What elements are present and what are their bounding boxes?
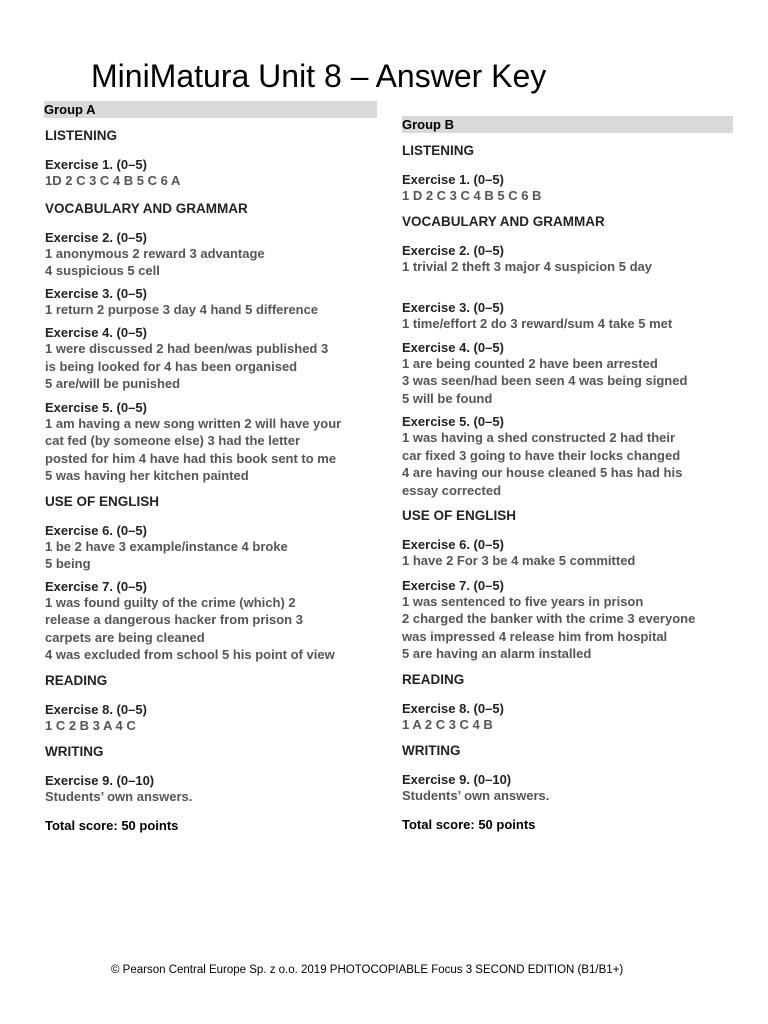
exercise-1 (45, 157, 377, 190)
exercise-9 (402, 772, 733, 805)
exercise-6 (402, 537, 733, 570)
answer-line: carpets are being cleaned (45, 629, 205, 645)
answer-line: 5 are/will be punished (45, 376, 181, 391)
exercise-answers (402, 187, 733, 205)
exercise-4 (45, 325, 377, 393)
answer-line: 1 was found guilty of the crime (which) 2 (45, 594, 296, 610)
exercise-answers (45, 340, 377, 393)
exercise-answers (45, 717, 377, 735)
exercise-2 (402, 243, 733, 276)
answer-line: Students’ own answers. (45, 789, 193, 804)
section-listening: LISTENING (402, 143, 475, 158)
answer-line: 1 are being counted 2 have been arrested (402, 355, 658, 371)
exercise-title: Exercise 3. (0–5) (402, 300, 504, 315)
exercise-answers (45, 594, 377, 664)
answer-line: 1 have 2 For 3 be 4 make 5 committed (402, 553, 636, 568)
answer-line: 1 were discussed 2 had been/was published 3 (45, 341, 329, 356)
exercise-2 (45, 230, 377, 280)
exercise-title: Exercise 3. (0–5) (45, 285, 147, 301)
exercise-answers (402, 258, 733, 276)
exercise-answers (45, 172, 377, 190)
exercise-1 (402, 172, 733, 205)
exercise-answers (402, 552, 733, 570)
answer-line: 1 was sentenced to five years in prison (402, 593, 644, 609)
exercise-8 (45, 702, 377, 735)
answer-line: 1 time/effort 2 do 3 reward/sum 4 take 5 met (402, 316, 673, 331)
group-b-header: Group B (402, 116, 733, 133)
exercise-title: Exercise 8. (0–5) (45, 701, 147, 717)
answer-line: 5 was having her kitchen painted (45, 468, 249, 483)
exercise-8 (402, 701, 733, 734)
copyright-footer: © Pearson Central Europe Sp. z o.o. 2019 PHOTOCOPIABLE Focus 3 SECOND EDITION (B1/B1+) (111, 964, 624, 976)
exercise-answers (402, 787, 733, 805)
answer-line: 1 was having a shed constructed 2 had their (402, 430, 676, 445)
exercise-title: Exercise 9. (0–10) (402, 772, 512, 787)
answer-line: is being looked for 4 has been organised (45, 358, 298, 374)
exercise-title: Exercise 2. (0–5) (45, 229, 147, 245)
answer-line: 1 C 2 B 3 A 4 C (45, 717, 136, 733)
answer-line: 4 are having our house cleaned 5 has had his (402, 465, 683, 480)
exercise-title: Exercise 2. (0–5) (402, 242, 504, 258)
page-title: MiniMatura Unit 8 – Answer Key (91, 58, 547, 94)
exercise-title: Exercise 5. (0–5) (45, 399, 147, 415)
exercise-5 (402, 414, 733, 499)
group-a-header: Group A (44, 101, 377, 118)
exercise-answers (402, 355, 733, 408)
section-use-of-english: USE OF ENGLISH (402, 508, 517, 523)
exercise-6 (45, 523, 377, 573)
exercise-answers (402, 429, 733, 499)
exercise-answers (402, 716, 733, 734)
answer-line: 5 being (45, 556, 91, 571)
section-use-of-english: USE OF ENGLISH (45, 493, 160, 509)
exercise-3 (45, 286, 377, 319)
exercise-title: Exercise 7. (0–5) (45, 578, 147, 594)
exercise-answers (45, 415, 377, 485)
exercise-5 (45, 400, 377, 485)
exercise-answers (45, 788, 377, 806)
group-a-column (45, 101, 377, 834)
answer-line: posted for him 4 have had this book sent to me (45, 450, 337, 466)
exercise-title: Exercise 4. (0–5) (402, 339, 504, 355)
exercise-answers (45, 538, 377, 573)
answer-line: 5 will be found (402, 390, 493, 406)
exercise-title: Exercise 8. (0–5) (402, 700, 504, 716)
answer-line: 4 suspicious 5 cell (45, 263, 160, 278)
answer-line: car fixed 3 going to have their locks changed (402, 447, 681, 463)
answer-line: 1 am having a new song written 2 will have your (45, 415, 342, 431)
exercise-title: Exercise 1. (0–5) (45, 157, 147, 172)
answer-line: Students’ own answers. (402, 788, 550, 803)
section-vocabulary-grammar: VOCABULARY AND GRAMMAR (45, 200, 248, 216)
exercise-title: Exercise 1. (0–5) (402, 172, 504, 187)
exercise-title: Exercise 6. (0–5) (45, 522, 147, 538)
section-listening: LISTENING (45, 128, 118, 143)
total-score: Total score: 50 points (45, 817, 179, 833)
total-score: Total score: 50 points (402, 816, 536, 832)
exercise-answers (45, 245, 377, 280)
answer-line: 1 A 2 C 3 C 4 B (402, 716, 493, 732)
answer-line: 1D 2 C 3 C 4 B 5 C 6 A (45, 173, 181, 188)
answer-line: 1 return 2 purpose 3 day 4 hand 5 difference (45, 301, 319, 317)
answer-line: cat fed (by someone else) 3 had the letter (45, 433, 301, 448)
exercise-9 (45, 773, 377, 806)
exercise-3 (402, 300, 733, 333)
exercise-title: Exercise 4. (0–5) (45, 325, 147, 340)
exercise-answers (402, 593, 733, 663)
exercise-7 (402, 578, 733, 663)
section-writing: WRITING (45, 744, 104, 759)
section-reading: READING (45, 672, 108, 688)
exercise-answers (402, 315, 733, 333)
answer-line: 1 trivial 2 theft 3 major 4 suspicion 5 day (402, 258, 652, 274)
answer-line: 5 are having an alarm installed (402, 646, 592, 661)
answer-line: 1 D 2 C 3 C 4 B 5 C 6 B (402, 188, 542, 203)
answer-line: was impressed 4 release him from hospital (402, 628, 668, 644)
answer-line: 1 anonymous 2 reward 3 advantage (45, 245, 265, 261)
answer-line: 2 charged the banker with the crime 3 everyone (402, 611, 696, 626)
exercise-title: Exercise 7. (0–5) (402, 577, 504, 593)
exercise-title: Exercise 9. (0–10) (45, 773, 155, 788)
exercise-title: Exercise 6. (0–5) (402, 537, 504, 552)
exercise-7 (45, 579, 377, 664)
section-reading: READING (402, 671, 465, 687)
section-writing: WRITING (402, 743, 461, 758)
answer-line: essay corrected (402, 482, 502, 498)
exercise-answers (45, 301, 377, 319)
answer-line: 3 was seen/had been seen 4 was being signed (402, 373, 688, 388)
answer-line: release a dangerous hacker from prison 3 (45, 612, 303, 627)
answer-line: 1 be 2 have 3 example/instance 4 broke (45, 538, 288, 554)
exercise-4 (402, 340, 733, 408)
group-b-column (402, 116, 733, 833)
answer-line: 4 was excluded from school 5 his point of view (45, 647, 335, 662)
exercise-title: Exercise 5. (0–5) (402, 414, 504, 429)
section-vocabulary-grammar: VOCABULARY AND GRAMMAR (402, 213, 605, 229)
